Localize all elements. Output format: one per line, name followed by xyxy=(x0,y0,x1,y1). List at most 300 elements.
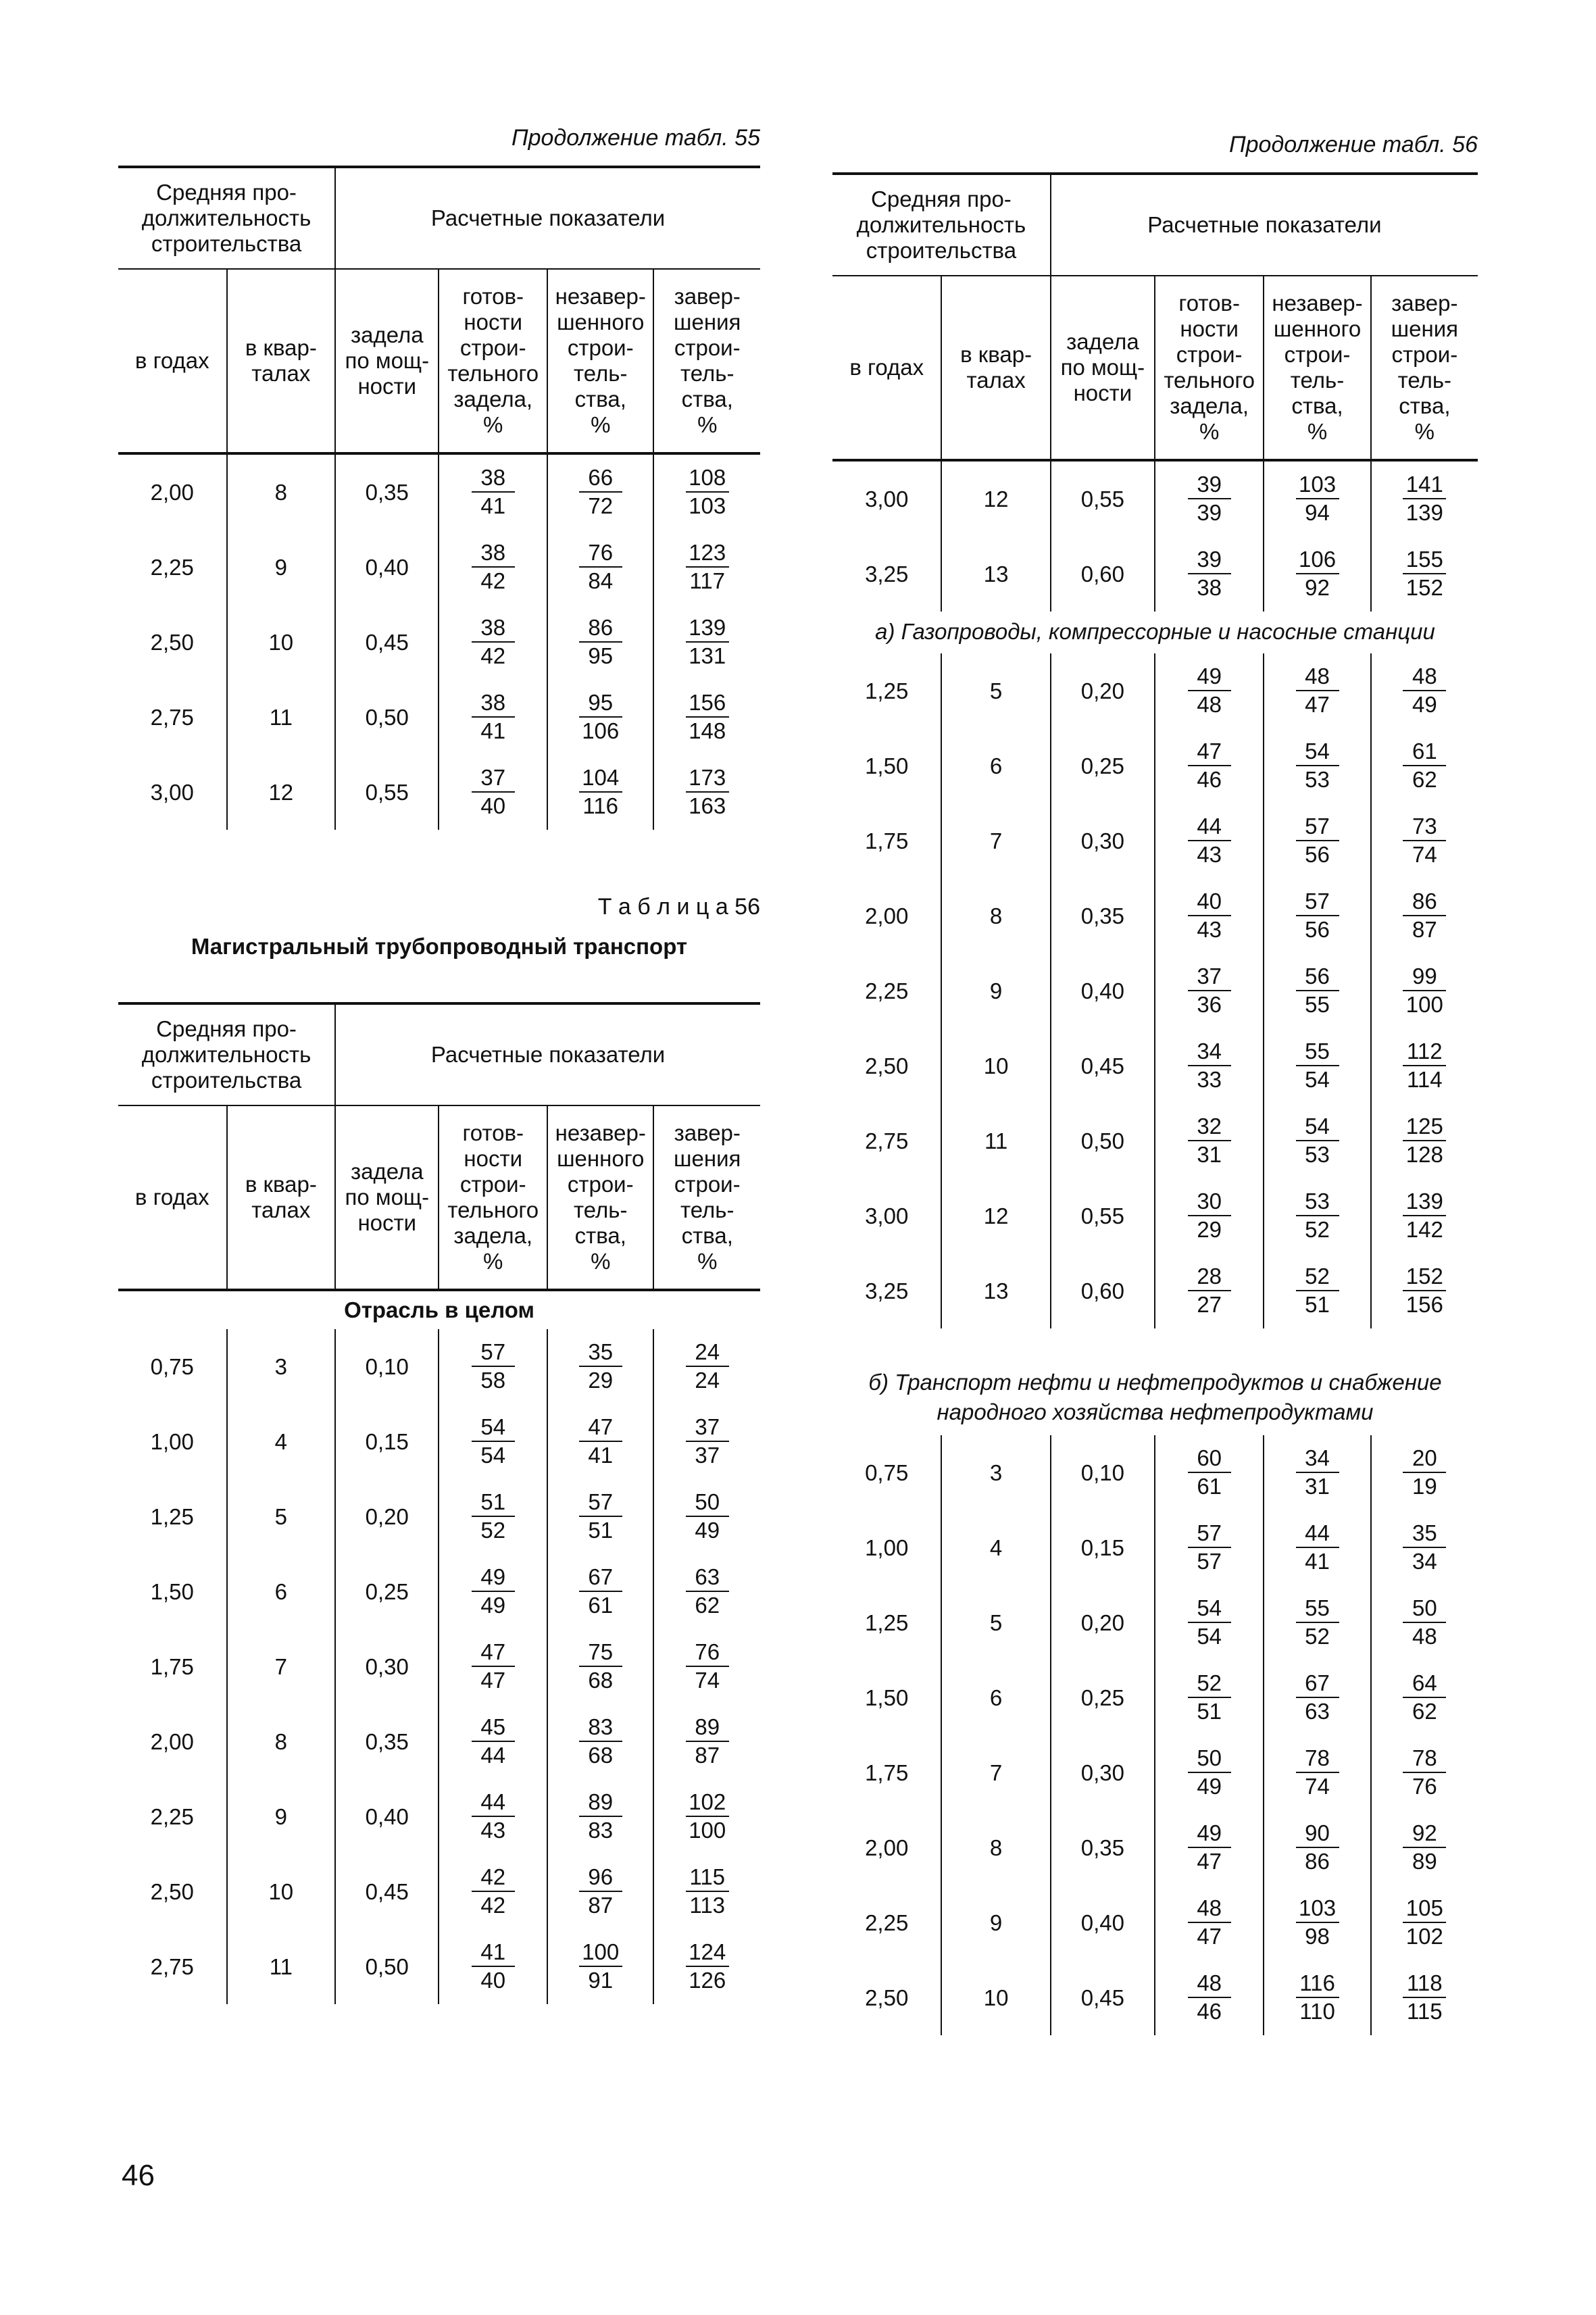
cell-completion xyxy=(653,1329,760,1404)
cell-readiness xyxy=(1155,803,1264,878)
cell-unfinished-fraction: $\frac{116}{110}$ xyxy=(1296,1971,1339,2024)
table-row xyxy=(118,1479,760,1554)
cell-completion-fraction: $\frac{78}{76}$ xyxy=(1403,1746,1446,1799)
cell-completion-fraction: $\frac{63}{62}$ xyxy=(686,1565,729,1618)
cell-quarters: 9 xyxy=(941,953,1050,1028)
cell-years: 2,25 xyxy=(865,1910,909,1935)
cell-readiness-fraction: $\frac{30}{29}$ xyxy=(1188,1189,1231,1242)
cell-backlog: 0,60 xyxy=(1051,537,1155,612)
cell-completion xyxy=(653,530,760,605)
cell-backlog: 0,15 xyxy=(1051,1510,1155,1585)
cell-backlog: 0,55 xyxy=(1051,1178,1155,1253)
header-completion: завер- шения строи- тель- ства, % xyxy=(1371,276,1478,460)
table-row xyxy=(118,605,760,680)
cell-quarters: 10 xyxy=(227,605,336,680)
cell-readiness xyxy=(1155,1435,1264,1510)
cell-readiness xyxy=(439,1929,547,2004)
cell-completion xyxy=(653,1629,760,1704)
cell-completion-fraction: $\frac{152}{156}$ xyxy=(1403,1264,1446,1317)
cell-readiness xyxy=(439,1554,547,1629)
cell-readiness xyxy=(439,530,547,605)
cell-completion xyxy=(1371,1435,1478,1510)
header-backlog-capacity: задела по мощ- ности xyxy=(335,1105,439,1290)
cell-readiness-fraction: $\frac{49}{48}$ xyxy=(1188,664,1231,717)
cell-completion xyxy=(1371,1885,1478,1960)
cell-completion-fraction: $\frac{37}{37}$ xyxy=(686,1415,729,1468)
cell-unfinished xyxy=(547,1629,653,1704)
cell-completion-fraction: $\frac{124}{126}$ xyxy=(686,1940,729,1993)
cell-quarters: 10 xyxy=(227,1854,336,1929)
cell-backlog: 0,10 xyxy=(1051,1435,1155,1510)
left-column xyxy=(118,125,760,2004)
cell-years: 2,50 xyxy=(865,1053,909,1078)
cell-years: 2,75 xyxy=(150,704,194,730)
cell-readiness xyxy=(439,1479,547,1554)
cell-completion xyxy=(1371,1660,1478,1735)
cell-backlog: 0,35 xyxy=(335,1704,439,1779)
cell-years: 2,00 xyxy=(865,903,909,928)
table-row xyxy=(118,530,760,605)
cell-readiness-fraction: $\frac{37}{40}$ xyxy=(472,766,515,818)
cell-readiness-fraction: $\frac{38}{42}$ xyxy=(472,616,515,668)
cell-readiness xyxy=(439,1704,547,1779)
table-row xyxy=(118,1629,760,1704)
cell-unfinished-fraction: $\frac{89}{83}$ xyxy=(579,1790,622,1843)
cell-readiness xyxy=(1155,653,1264,728)
cell-backlog: 0,10 xyxy=(335,1329,439,1404)
cell-completion-fraction: $\frac{118}{115}$ xyxy=(1403,1971,1446,2024)
cell-quarters: 5 xyxy=(941,653,1050,728)
cell-years: 0,75 xyxy=(150,1353,194,1379)
cell-completion xyxy=(653,755,760,830)
cell-backlog: 0,45 xyxy=(335,1854,439,1929)
cell-readiness-fraction: $\frac{47}{47}$ xyxy=(472,1640,515,1693)
cell-backlog: 0,50 xyxy=(335,1929,439,2004)
cell-unfinished xyxy=(1264,1028,1370,1103)
table-row xyxy=(832,1960,1478,2035)
cell-years: 2,00 xyxy=(150,479,194,505)
cell-unfinished xyxy=(1264,1178,1370,1253)
cell-completion-fraction: $\frac{156}{148}$ xyxy=(686,691,729,743)
cell-unfinished xyxy=(1264,878,1370,953)
cell-readiness-fraction: $\frac{57}{57}$ xyxy=(1188,1521,1231,1574)
table-row xyxy=(118,1329,760,1404)
table-row xyxy=(118,1404,760,1479)
header-duration-group: Средняя про- должительность строительства xyxy=(118,167,335,269)
cell-completion xyxy=(1371,1103,1478,1178)
cell-backlog: 0,15 xyxy=(335,1404,439,1479)
cell-readiness xyxy=(439,605,547,680)
cell-completion xyxy=(1371,1960,1478,2035)
table-row xyxy=(118,1929,760,2004)
cell-quarters: 10 xyxy=(941,1028,1050,1103)
cell-unfinished-fraction: $\frac{66}{72}$ xyxy=(579,466,622,518)
cell-completion xyxy=(653,680,760,755)
cell-completion-fraction: $\frac{173}{163}$ xyxy=(686,766,729,818)
cell-quarters: 12 xyxy=(227,755,336,830)
table-row xyxy=(832,1253,1478,1328)
cell-quarters: 9 xyxy=(227,530,336,605)
table-row xyxy=(832,1810,1478,1885)
cell-completion xyxy=(1371,1178,1478,1253)
cell-readiness-fraction: $\frac{50}{49}$ xyxy=(1188,1746,1231,1799)
table56-title: Магистральный трубопроводный транспорт xyxy=(191,934,688,959)
section-b-title: б) Транспорт нефти и нефтепродуктов и снабжение народного хозяйства нефтепродуктами xyxy=(868,1370,1442,1424)
cell-readiness xyxy=(439,680,547,755)
cell-readiness-fraction: $\frac{37}{36}$ xyxy=(1188,964,1231,1017)
cell-readiness-fraction: $\frac{49}{49}$ xyxy=(472,1565,515,1618)
cell-completion xyxy=(653,1779,760,1854)
cell-readiness xyxy=(439,1404,547,1479)
cell-years: 2,75 xyxy=(865,1128,909,1153)
header-unfinished: незавер- шенного строи- тель- ства, % xyxy=(547,1105,653,1290)
cell-readiness xyxy=(439,1854,547,1929)
cell-unfinished-fraction: $\frac{34}{31}$ xyxy=(1296,1446,1339,1499)
cell-quarters: 6 xyxy=(227,1554,336,1629)
table-row xyxy=(832,1885,1478,1960)
cell-readiness xyxy=(1155,1735,1264,1810)
cell-unfinished-fraction: $\frac{44}{41}$ xyxy=(1296,1521,1339,1574)
cell-unfinished-fraction: $\frac{35}{29}$ xyxy=(579,1340,622,1393)
cell-readiness-fraction: $\frac{44}{43}$ xyxy=(472,1790,515,1843)
table56-cont-header xyxy=(832,172,1478,462)
cell-readiness-fraction: $\frac{39}{39}$ xyxy=(1188,472,1231,525)
cell-completion xyxy=(1371,1585,1478,1660)
header-readiness: готов- ности строи- тельного задела, % xyxy=(439,1105,547,1290)
cell-years: 1,25 xyxy=(150,1503,194,1529)
cell-quarters: 8 xyxy=(941,1810,1050,1885)
table-row xyxy=(832,1178,1478,1253)
cell-readiness-fraction: $\frac{51}{52}$ xyxy=(472,1490,515,1543)
cell-unfinished-fraction: $\frac{54}{53}$ xyxy=(1296,739,1339,792)
table-row xyxy=(832,537,1478,612)
cell-quarters: 3 xyxy=(941,1435,1050,1510)
cell-readiness xyxy=(439,1629,547,1704)
cell-quarters: 11 xyxy=(941,1103,1050,1178)
cell-unfinished-fraction: $\frac{57}{56}$ xyxy=(1296,889,1339,942)
cell-backlog: 0,35 xyxy=(1051,878,1155,953)
cell-backlog: 0,30 xyxy=(1051,1735,1155,1810)
cell-completion-fraction: $\frac{123}{117}$ xyxy=(686,541,729,593)
cell-readiness-fraction: $\frac{54}{54}$ xyxy=(1188,1596,1231,1649)
cell-backlog: 0,40 xyxy=(1051,1885,1155,1960)
cell-completion xyxy=(1371,537,1478,612)
cell-years: 1,50 xyxy=(865,753,909,778)
cell-backlog: 0,60 xyxy=(1051,1253,1155,1328)
cell-readiness xyxy=(1155,537,1264,612)
header-completion: завер- шения строи- тель- ства, % xyxy=(653,1105,760,1290)
table-row xyxy=(832,1028,1478,1103)
cell-backlog: 0,30 xyxy=(335,1629,439,1704)
cell-years: 3,00 xyxy=(865,486,909,512)
cell-completion xyxy=(1371,878,1478,953)
cell-unfinished xyxy=(547,530,653,605)
cell-quarters: 5 xyxy=(941,1585,1050,1660)
cell-quarters: 5 xyxy=(227,1479,336,1554)
cell-readiness xyxy=(1155,1510,1264,1585)
cell-completion xyxy=(653,1404,760,1479)
cell-backlog: 0,25 xyxy=(1051,1660,1155,1735)
cell-completion-fraction: $\frac{73}{74}$ xyxy=(1403,814,1446,867)
cell-unfinished xyxy=(547,455,653,530)
cell-completion-fraction: $\frac{50}{49}$ xyxy=(686,1490,729,1543)
cell-unfinished-fraction: $\frac{106}{92}$ xyxy=(1296,547,1339,600)
table56-section-a-body xyxy=(832,653,1478,1328)
cell-completion xyxy=(1371,953,1478,1028)
cell-completion xyxy=(1371,803,1478,878)
header-quarters: в квар- талах xyxy=(941,276,1050,460)
cell-completion-fraction: $\frac{35}{34}$ xyxy=(1403,1521,1446,1574)
cell-backlog: 0,30 xyxy=(1051,803,1155,878)
cell-unfinished-fraction: $\frac{83}{68}$ xyxy=(579,1715,622,1768)
cell-completion-fraction: $\frac{99}{100}$ xyxy=(1403,964,1446,1017)
cell-readiness xyxy=(439,455,547,530)
cell-completion-fraction: $\frac{115}{113}$ xyxy=(686,1865,729,1918)
cell-completion-fraction: $\frac{86}{87}$ xyxy=(1403,889,1446,942)
cell-readiness xyxy=(1155,1178,1264,1253)
cell-completion-fraction: $\frac{125}{128}$ xyxy=(1403,1114,1446,1167)
cell-readiness xyxy=(1155,1253,1264,1328)
table-row xyxy=(832,1510,1478,1585)
cell-backlog: 0,25 xyxy=(1051,728,1155,803)
cell-years: 1,50 xyxy=(865,1685,909,1710)
cell-readiness xyxy=(1155,1960,1264,2035)
cell-completion xyxy=(1371,728,1478,803)
cell-unfinished xyxy=(547,1704,653,1779)
header-years: в годах xyxy=(832,276,941,460)
cell-backlog: 0,40 xyxy=(335,1779,439,1854)
cell-backlog: 0,55 xyxy=(335,755,439,830)
cell-quarters: 8 xyxy=(227,455,336,530)
cell-readiness-fraction: $\frac{41}{40}$ xyxy=(472,1940,515,1993)
cell-completion-fraction: $\frac{24}{24}$ xyxy=(686,1340,729,1393)
cell-completion xyxy=(1371,1510,1478,1585)
cell-years: 2,00 xyxy=(865,1835,909,1860)
cell-unfinished-fraction: $\frac{53}{52}$ xyxy=(1296,1189,1339,1242)
cell-unfinished xyxy=(1264,728,1370,803)
cell-years: 3,00 xyxy=(865,1203,909,1228)
cell-readiness xyxy=(1155,1585,1264,1660)
header-backlog-capacity: задела по мощ- ности xyxy=(1051,276,1155,460)
cell-unfinished xyxy=(547,1404,653,1479)
table-row xyxy=(832,1735,1478,1810)
cell-unfinished-fraction: $\frac{104}{116}$ xyxy=(579,766,622,818)
cell-readiness xyxy=(439,1329,547,1404)
table-row xyxy=(118,680,760,755)
cell-years: 1,50 xyxy=(150,1578,194,1604)
cell-years: 2,25 xyxy=(150,554,194,580)
cell-completion-fraction: $\frac{20}{19}$ xyxy=(1403,1446,1446,1499)
cell-readiness-fraction: $\frac{60}{61}$ xyxy=(1188,1446,1231,1499)
cell-unfinished-fraction: $\frac{57}{56}$ xyxy=(1296,814,1339,867)
cell-quarters: 7 xyxy=(227,1629,336,1704)
table-row xyxy=(832,1435,1478,1510)
cell-quarters: 6 xyxy=(941,1660,1050,1735)
cell-backlog: 0,45 xyxy=(335,605,439,680)
cell-readiness xyxy=(1155,878,1264,953)
cell-unfinished xyxy=(1264,1660,1370,1735)
cell-backlog: 0,50 xyxy=(335,680,439,755)
cell-unfinished xyxy=(547,1554,653,1629)
table-row xyxy=(832,1660,1478,1735)
cell-unfinished-fraction: $\frac{95}{106}$ xyxy=(579,691,622,743)
cell-readiness xyxy=(1155,462,1264,537)
cell-years: 2,75 xyxy=(150,1953,194,1979)
cell-unfinished xyxy=(547,680,653,755)
cell-completion xyxy=(1371,1028,1478,1103)
header-indicators-group: Расчетные показатели xyxy=(335,1003,760,1105)
cell-unfinished xyxy=(547,1779,653,1854)
cell-unfinished xyxy=(547,1329,653,1404)
cell-unfinished-fraction: $\frac{54}{53}$ xyxy=(1296,1114,1339,1167)
table-row xyxy=(832,878,1478,953)
cell-quarters: 13 xyxy=(941,1253,1050,1328)
cell-readiness-fraction: $\frac{49}{47}$ xyxy=(1188,1821,1231,1874)
cell-backlog: 0,35 xyxy=(335,455,439,530)
header-years: в годах xyxy=(118,269,227,453)
right-column xyxy=(832,132,1478,2035)
cell-backlog: 0,40 xyxy=(335,530,439,605)
cell-unfinished-fraction: $\frac{55}{52}$ xyxy=(1296,1596,1339,1649)
cell-unfinished-fraction: $\frac{75}{68}$ xyxy=(579,1640,622,1693)
cell-unfinished xyxy=(547,1854,653,1929)
cell-quarters: 9 xyxy=(941,1885,1050,1960)
cell-completion-fraction: $\frac{48}{49}$ xyxy=(1403,664,1446,717)
cell-completion-fraction: $\frac{92}{89}$ xyxy=(1403,1821,1446,1874)
cell-quarters: 8 xyxy=(227,1704,336,1779)
cell-readiness-fraction: $\frac{47}{46}$ xyxy=(1188,739,1231,792)
table56-continuation: Продолжение табл. 56 xyxy=(1229,132,1478,157)
cell-unfinished xyxy=(1264,1885,1370,1960)
cell-backlog: 0,35 xyxy=(1051,1810,1155,1885)
cell-completion xyxy=(1371,653,1478,728)
table55-header xyxy=(118,166,760,455)
cell-quarters: 8 xyxy=(941,878,1050,953)
cell-completion-fraction: $\frac{139}{142}$ xyxy=(1403,1189,1446,1242)
cell-readiness-fraction: $\frac{38}{42}$ xyxy=(472,541,515,593)
cell-years: 2,50 xyxy=(150,629,194,655)
cell-unfinished-fraction: $\frac{56}{55}$ xyxy=(1296,964,1339,1017)
cell-unfinished xyxy=(1264,1435,1370,1510)
cell-unfinished xyxy=(1264,803,1370,878)
cell-quarters: 7 xyxy=(941,803,1050,878)
cell-unfinished xyxy=(1264,462,1370,537)
cell-readiness-fraction: $\frac{48}{47}$ xyxy=(1188,1896,1231,1949)
section-a-title: а) Газопроводы, компрессорные и насосные станции xyxy=(875,619,1435,644)
cell-completion-fraction: $\frac{102}{100}$ xyxy=(686,1790,729,1843)
cell-quarters: 9 xyxy=(227,1779,336,1854)
header-readiness: готов- ности строи- тельного задела, % xyxy=(439,269,547,453)
cell-years: 2,25 xyxy=(150,1803,194,1829)
table-row xyxy=(118,455,760,530)
cell-years: 2,25 xyxy=(865,978,909,1003)
cell-years: 1,75 xyxy=(865,828,909,853)
cell-completion-fraction: $\frac{139}{131}$ xyxy=(686,616,729,668)
cell-backlog: 0,20 xyxy=(335,1479,439,1554)
header-readiness: готов- ности строи- тельного задела, % xyxy=(1155,276,1264,460)
cell-years: 1,25 xyxy=(865,1610,909,1635)
cell-readiness xyxy=(1155,1103,1264,1178)
section-whole-industry: Отрасль в целом xyxy=(344,1297,534,1322)
table-row xyxy=(832,1585,1478,1660)
cell-years: 1,25 xyxy=(865,678,909,703)
cell-unfinished xyxy=(1264,653,1370,728)
table-row xyxy=(832,728,1478,803)
cell-unfinished-fraction: $\frac{86}{95}$ xyxy=(579,616,622,668)
cell-years: 1,75 xyxy=(865,1760,909,1785)
cell-unfinished xyxy=(547,605,653,680)
cell-unfinished xyxy=(1264,1103,1370,1178)
cell-completion xyxy=(653,605,760,680)
cell-completion-fraction: $\frac{89}{87}$ xyxy=(686,1715,729,1768)
table-row xyxy=(118,1779,760,1854)
cell-years: 3,00 xyxy=(150,779,194,805)
cell-years: 2,00 xyxy=(150,1728,194,1754)
cell-backlog: 0,40 xyxy=(1051,953,1155,1028)
cell-years: 0,75 xyxy=(865,1460,909,1485)
cell-unfinished-fraction: $\frac{103}{94}$ xyxy=(1296,472,1339,525)
table-row xyxy=(832,653,1478,728)
cell-completion xyxy=(1371,1735,1478,1810)
table-row xyxy=(832,803,1478,878)
page-number: 46 xyxy=(122,2159,155,2192)
cell-unfinished-fraction: $\frac{47}{41}$ xyxy=(579,1415,622,1468)
cell-completion xyxy=(653,1704,760,1779)
cell-readiness xyxy=(1155,1885,1264,1960)
cell-completion xyxy=(1371,1810,1478,1885)
cell-completion xyxy=(653,455,760,530)
cell-completion-fraction: $\frac{108}{103}$ xyxy=(686,466,729,518)
cell-backlog: 0,25 xyxy=(335,1554,439,1629)
cell-unfinished xyxy=(1264,1585,1370,1660)
cell-unfinished xyxy=(1264,953,1370,1028)
header-indicators-group: Расчетные показатели xyxy=(1051,174,1478,276)
cell-completion xyxy=(1371,462,1478,537)
header-indicators-group: Расчетные показатели xyxy=(335,167,760,269)
table-row xyxy=(832,462,1478,537)
cell-unfinished-fraction: $\frac{100}{91}$ xyxy=(579,1940,622,1993)
cell-readiness xyxy=(1155,953,1264,1028)
cell-unfinished xyxy=(1264,1960,1370,2035)
cell-years: 2,50 xyxy=(865,1985,909,2010)
cell-years: 2,50 xyxy=(150,1878,194,1904)
header-duration-group: Средняя про- должительность строительства xyxy=(118,1003,335,1105)
cell-unfinished xyxy=(1264,1810,1370,1885)
cell-completion xyxy=(1371,1253,1478,1328)
header-backlog-capacity: задела по мощ- ности xyxy=(335,269,439,453)
cell-completion-fraction: $\frac{76}{74}$ xyxy=(686,1640,729,1693)
cell-quarters: 3 xyxy=(227,1329,336,1404)
cell-completion xyxy=(653,1479,760,1554)
cell-quarters: 10 xyxy=(941,1960,1050,2035)
table56-label: Т а б л и ц а 56 xyxy=(597,894,760,920)
cell-unfinished-fraction: $\frac{52}{51}$ xyxy=(1296,1264,1339,1317)
cell-backlog: 0,20 xyxy=(1051,1585,1155,1660)
cell-backlog: 0,50 xyxy=(1051,1103,1155,1178)
cell-unfinished-fraction: $\frac{96}{87}$ xyxy=(579,1865,622,1918)
cell-unfinished xyxy=(547,1479,653,1554)
cell-completion xyxy=(653,1929,760,2004)
cell-unfinished-fraction: $\frac{103}{98}$ xyxy=(1296,1896,1339,1949)
cell-years: 1,75 xyxy=(150,1653,194,1679)
table56-body xyxy=(118,1329,760,2004)
cell-readiness-fraction: $\frac{39}{38}$ xyxy=(1188,547,1231,600)
cell-readiness-fraction: $\frac{45}{44}$ xyxy=(472,1715,515,1768)
cell-readiness-fraction: $\frac{32}{31}$ xyxy=(1188,1114,1231,1167)
cell-completion xyxy=(653,1854,760,1929)
header-quarters: в квар- талах xyxy=(227,269,336,453)
cell-unfinished xyxy=(547,755,653,830)
